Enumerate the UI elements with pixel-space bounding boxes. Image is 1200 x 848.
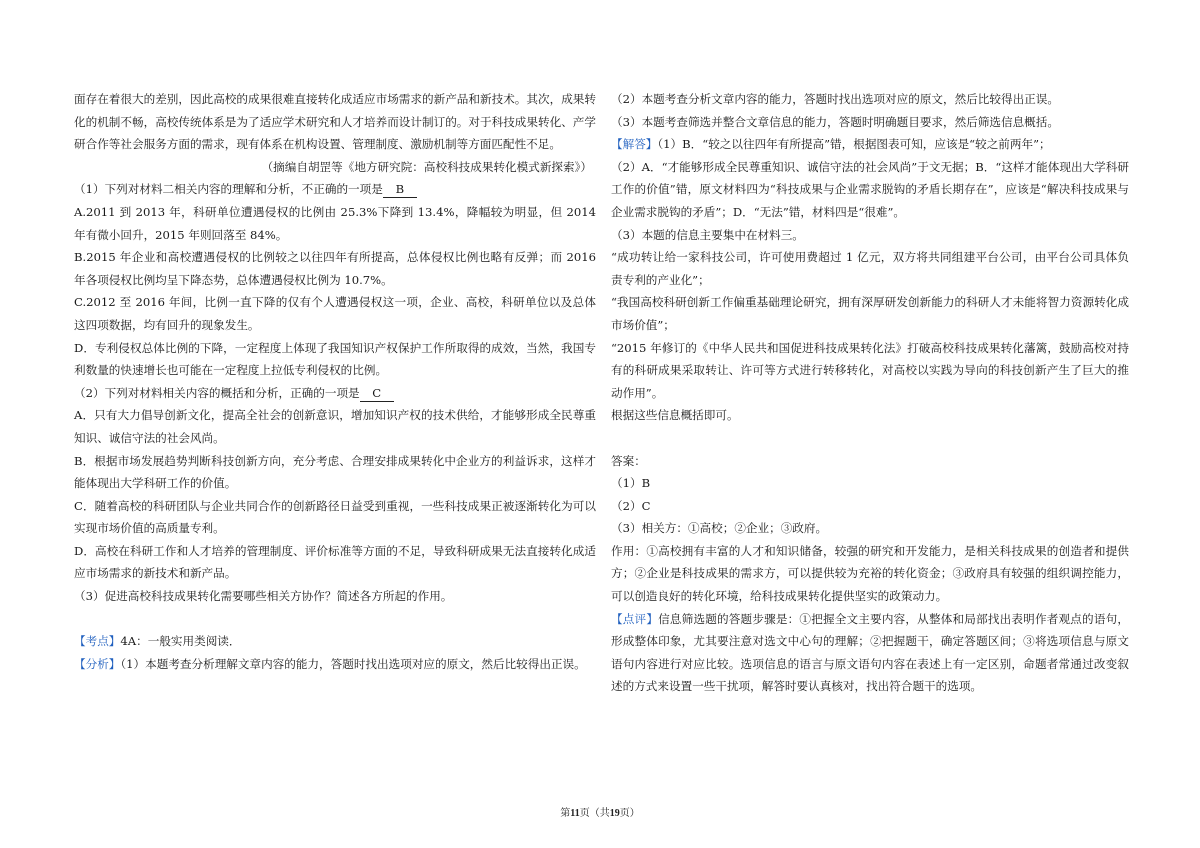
quote-2: “我国高校科研创新工作偏重基础理论研究，拥有深厚研发创新能力的科研人才未能将智力资源转化成市场价值”； [611,295,1129,332]
kaodian-text: 4A：一般实用类阅读． [120,634,241,649]
jieda-2: （2）A．“才能够形成全民尊重知识、诚信守法的社会风尚”于文无据；B．“这样才能体现出大学科研工作的价值”错，原文材料四为“科技成果与企业需求脱钩的矛盾长期存在”，应该是“解决科技成果与企业需求脱钩的矛盾”；D．“无法”错，材料四是“很难”。 [611,159,1129,219]
question-1-option-c: C.2012 至 2016 年间，比例一直下降的仅有个人遭遇侵权这一项，企业、高校，科研单位以及总体这四项数据，均有回升的现象发生。 [74,295,596,332]
page-total: 19 [609,808,620,819]
answer-2: （2）C [611,498,651,513]
fenxi-text: （1）本题考查分析理解文章内容的能力，答题时找出选项对应的原文，然后比较得出正误。 [120,656,586,671]
jieda-1: （1）B．“较之以往四年有所提高”错，根据图表可知，应该是“较之前两年”； [657,137,1051,152]
question-2-option-b: B．根据市场发展趋势判断科技创新方向，充分考虑、合理安排成果转化中企业方的利益诉求，这样才能体现出大学科研工作的价值。 [74,453,596,491]
answer-3: （3）相关方：①高校；②企业；③政府。 [611,521,828,536]
right-column [611,88,1129,698]
page-number: 11 [570,808,580,819]
answer-label: 答案： [611,453,646,468]
question-2 [74,382,596,405]
spacer [611,427,1129,450]
conclusion: 根据这些信息概括即可。 [611,408,739,423]
material-paragraph: 面存在着很大的差别，因此高校的成果很难直接转化成适应市场需求的新产品和新技术。其次，成果转化的机制不畅，高校传统体系是为了适应学术研究和人才培养而设计制订的。对于科技成果转化、产学研合作等社会服务方面的需求，现有体系在机构设置、管理制度、激励机制等方面匹配性不足。 [74,92,596,152]
source-citation: （摘编自胡罡等《地方研究院：高校科技成果转化模式新探索》） [261,159,592,174]
page-footer [0,804,1200,819]
quote-1: “成功转让给一家科技公司，许可使用费超过 1 亿元，双方将共同组建平台公司，由平台公司具体负责专利的产业化”； [611,250,1129,287]
question-2-option-a: A．只有大力倡导创新文化，提高全社会的创新意识，增加知识产权的技术供给，才能够形成全民尊重知识、诚信守法的社会风尚。 [74,408,596,445]
question-1-option-b: B.2015 年企业和高校遭遇侵权的比例较之以往四年有所提高，总体侵权比例也略有反弹；而 2016 年各项侵权比例均呈下降态势，总体遭遇侵权比例为 10.7%。 [74,250,596,287]
kaodian-tag: 【考点】 [74,634,121,649]
fenxi-2: （2）本题考查分析文章内容的能力，答题时找出选项对应的原文，然后比较得出正误。 [611,92,1059,106]
question-1-answer: B [383,182,417,198]
answer-3-role: 作用：①高校拥有丰富的人才和知识储备，较强的研究和开发能力，是相关科技成果的创造者和提供方；②企业是科技成果的需求方，可以提供较为充裕的转化资金；③政府具有较强的组织调控能力，可以创造良好的转化环境，给科技成果转化提供坚实的政策动力。 [611,543,1129,604]
question-2-option-c: C．随着高校的科研团队与企业共同合作的创新路径日益受到重视，一些科技成果正被逐渐转化为可以实现市场价值的高质量专利。 [74,498,596,536]
fenxi [74,653,596,676]
footer-mid: 页（共 [579,808,610,819]
quote-3: “2015 年修订的《中华人民共和国促进科技成果转化法》打破高校科技成果转化藩篱，鼓励高校对持有的科研成果采取转让、许可等方式进行转移转化，对高校以实践为导向的科技创新产生了巨大的推动作用”。 [611,340,1129,400]
left-column [74,88,596,675]
kaodian [74,630,596,653]
fenxi-tag: 【分析】 [74,656,121,671]
jieda-tag: 【解答】 [611,137,658,152]
jieda-3: （3）本题的信息主要集中在材料三。 [611,227,804,242]
question-1 [74,178,596,201]
footer-post: 页） [619,808,640,819]
dianping-tag: 【点评】 [611,611,659,626]
question-2-text: （2）下列对材料相关内容的概括和分析，正确的一项是 [74,385,360,400]
spacer [74,608,596,631]
question-3: （3）促进高校科技成果转化需要哪些相关方协作？简述各方所起的作用。 [74,589,453,604]
footer-pre: 第 [560,808,571,819]
jieda [611,133,1129,156]
dianping [611,608,1129,698]
answer-1: （1）B [611,476,651,491]
question-1-option-a: A.2011 到 2013 年，科研单位遭遇侵权的比例由 25.3%下降到 13.4%，降幅较为明显，但 2014 年有微小回升，2015 年则回落至 84%。 [74,204,596,242]
question-1-option-d: D．专利侵权总体比例的下降，一定程度上体现了我国知识产权保护工作所取得的成效，当然，我国专利数量的快速增长也可能在一定程度上拉低专利侵权的比例。 [74,340,596,378]
dianping-text: 信息筛选题的答题步骤是：①把握全文主要内容，从整体和局部找出表明作者观点的语句，形成整体印象，尤其要注意对选文中心句的理解；②把握题干，确定答题区间；③将选项信息与原文语句内容进行对应比较。选项信息的语言与原文语句内容在表述上有一定区别，命题者常通过改变叙述的方式来设置一些干扰项，解答时要认真核对，找出符合题干的选项。 [611,611,1129,694]
question-1-text: （1）下列对材料二相关内容的理解和分析，不正确的一项是 [74,182,383,197]
question-2-option-d: D．高校在科研工作和人才培养的管理制度、评价标准等方面的不足，导致科研成果无法直接转化成适应市场需求的新技术和新产品。 [74,543,596,581]
question-2-answer: C [360,386,394,402]
fenxi-3: （3）本题考查筛选并整合文章信息的能力，答题时明确题目要求，然后筛选信息概括。 [611,114,1059,129]
